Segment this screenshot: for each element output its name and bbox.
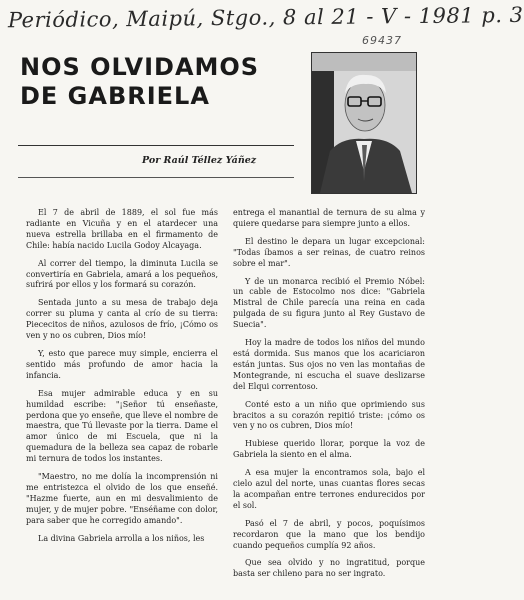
paragraph: Conté esto a un niño que oprimiendo sus bracitos a su corazón repitió triste: ¡cómo os ven y no os cubren, Dios mío! (233, 399, 425, 431)
article-column-right (233, 208, 425, 587)
archive-code: 69437 (362, 34, 402, 47)
paragraph: A esa mujer la encontramos sola, bajo el cielo azul del norte, unas cuantas flores secas la acompañan entre terrones endurecidos por el sol. (233, 468, 425, 510)
paragraph: El 7 de abril de 1889, el sol fue más radiante en Vicuña y en el atardecer una nueva estrella brillaba en el firmamento de Chile: había nacido Lucila Godoy Alcayaga. (26, 208, 218, 250)
paragraph: Pasó el 7 de abril, y pocos, poquísimos recordaron que la mano que los bendijo cuando pequeños cumplía 92 años. (233, 518, 425, 550)
article-headline (20, 53, 270, 111)
paragraph: Hubiese querido llorar, porque la voz de Gabriela la siento en el alma. (233, 439, 425, 460)
paragraph: Y de un monarca recibió el Premio Nóbel: un cable de Estocolmo nos dice: "Gabriela Mistral de Chile parecía una reina en cada pulgada de su figura junto al Rey Gustavo de Suecia". (233, 276, 425, 330)
paragraph: La divina Gabriela arrolla a los niños, les (38, 533, 205, 543)
portrait-icon (312, 53, 416, 193)
paragraph: Al correr del tiempo, la diminuta Lucila se convertiría en Gabriela, amará a los pequeños, sufrirá por ellos y los formará su corazón. (26, 258, 218, 290)
portrait-photo (311, 52, 417, 194)
article-column-left (26, 208, 218, 551)
paragraph: Y, esto que parece muy simple, encierra el sentido más profundo de amor hacia la infancia. (26, 348, 218, 380)
paragraph: Esa mujer admirable educa y en su humildad escribe: "¡Señor tú enseñaste, perdona que yo enseñe, que lleve el nombre de maestra, que Tú llevaste por la tierra. Dame el amor único de mi Escuela, que ni la quemadura de la belleza sea capaz de robarle mi ternura de todos los instantes. (26, 388, 218, 464)
headline-line-1: NOS OLVIDAMOS (20, 53, 260, 81)
top-rule (18, 145, 294, 146)
handwritten-source-note: Periódico, Maipú, Stgo., 8 al 21 - V - 1981 p. 3 (7, 2, 524, 33)
byline: Por Raúl Téllez Yáñez (142, 155, 257, 166)
bottom-rule (18, 177, 294, 178)
paragraph: Que sea olvido y no ingratitud, porque basta ser chileno para no ser ingrato. (233, 558, 425, 579)
paragraph: El destino le depara un lugar excepcional: "Todas íbamos a ser reinas, de cuatro reinos sobre el mar". (233, 236, 425, 268)
paragraph: Hoy la madre de todos los niños del mundo está dormida. Sus manos que los acariciaron están juntas. Sus ojos no ven las montañas de Montegrande, ni escucha el suave deslizarse del Elqui correntoso. (233, 338, 425, 391)
paragraph: "Maestro, no me dolía la incomprensión ni me entristezca el olvido de los que enseñé. "Hazme fuerte, aun en mi desvalimiento de mujer, y de mujer pobre. "Enséñame con dolor, para saber que he corregido amando". (26, 472, 218, 525)
paragraph: entrega el manantial de ternura de su alma y quiere quedarse para siempre junto a ellos. (233, 208, 425, 228)
headline-line-2: DE GABRIELA (20, 82, 210, 110)
paragraph: Sentada junto a su mesa de trabajo deja correr su pluma y canta al crío de su tierra: Piececitos de niños, azulosos de frío, ¡Cómo os ven y no os cubren, Dios mío! (26, 298, 218, 341)
